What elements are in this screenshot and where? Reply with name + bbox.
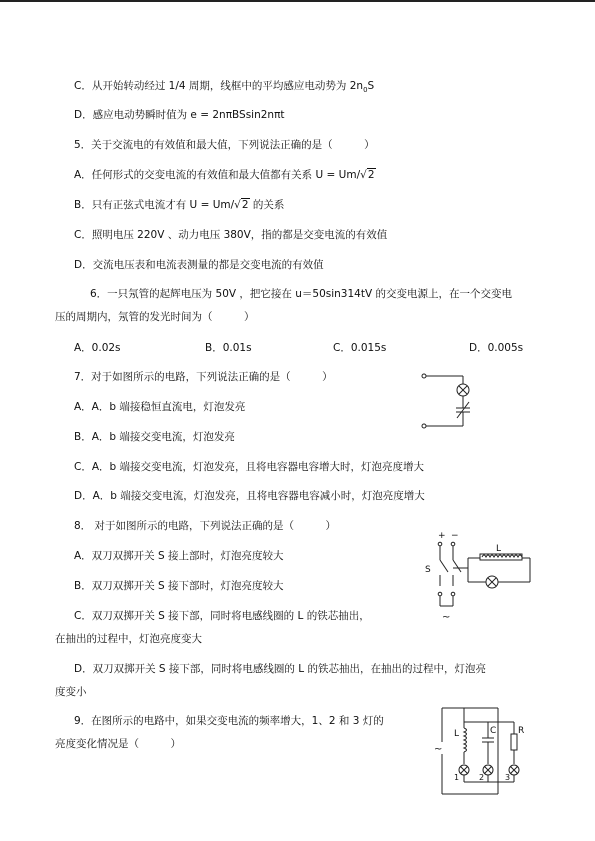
sqrt-symbol: √2	[360, 169, 375, 181]
q7-stem: 7．对于如图所示的电路，下列说法正确的是（ ）	[74, 371, 333, 383]
q8-ac-symbol: ~	[442, 612, 451, 623]
q6-option-b: B．0.01s	[205, 342, 252, 354]
q5-option-b: B．只有正弦式电流才有 U = Um/√2 的关系	[74, 199, 285, 211]
q9-capacitor-label: C	[490, 726, 497, 736]
q7-circuit-figure	[405, 366, 475, 436]
q9-lamp-1-label: 1	[454, 773, 460, 782]
q4-option-d: D．感应电动势瞬时值为 e = 2nπBSsin2nπt	[74, 109, 285, 121]
q7-option-d: D．A．b 端接交变电流，灯泡发亮，且将电容器电容减小时，灯泡亮度增大	[74, 490, 425, 502]
q6-option-a: A．0.02s	[74, 342, 121, 354]
q8-option-b: B．双刀双掷开关 S 接下部时，灯泡亮度较大	[74, 580, 284, 592]
q6-stem-1: 6．一只氖管的起辉电压为 50V ，把它接在 u＝50sin314tV 的交变电源上，在一个交变电	[90, 288, 512, 300]
q7-option-a: A．A．b 端接稳恒直流电，灯泡发亮	[74, 401, 246, 413]
q8-circuit-figure	[420, 530, 540, 625]
q6-stem-2: 压的周期内，氖管的发光时间为（ ）	[55, 311, 255, 323]
q5-stem: 5．关于交流电的有效值和最大值，下列说法正确的是（ ）	[74, 139, 375, 151]
q5-option-c: C．照明电压 220V 、动力电压 380V，指的都是交变电流的有效值	[74, 229, 388, 241]
q7-option-b: B．A．b 端接交变电流，灯泡发亮	[74, 431, 235, 443]
q7-option-c: C．A．b 端接交变电流，灯泡发亮，且将电容器电容增大时，灯泡亮度增大	[74, 461, 425, 473]
q8-option-d-2: 度变小	[55, 686, 87, 698]
q8-option-c-2: 在抽出的过程中，灯泡亮度变大	[55, 633, 202, 645]
q9-stem-2: 亮度变化情况是（ ）	[55, 738, 181, 750]
q8-option-a: A．双刀双掷开关 S 接上部时，灯泡亮度较大	[74, 550, 284, 562]
q9-stem-1: 9．在图所示的电路中，如果交变电流的频率增大，1、2 和 3 灯的	[74, 715, 384, 727]
top-rule	[0, 0, 595, 2]
q9-circuit-figure	[428, 702, 528, 802]
q4-option-c: C．从开始转动经过 1/4 周期，线框中的平均感应电动势为 $2n_0S$	[74, 80, 375, 95]
q6-option-c: C．0.015s	[333, 342, 387, 354]
q8-switch-label: S	[425, 565, 431, 575]
q9-ac-symbol: ~	[434, 744, 443, 755]
q6-option-d: D．0.005s	[469, 342, 524, 354]
q8-option-c-1: C．双刀双掷开关 S 接下部，同时将电感线圈的 L 的铁芯抽出，	[74, 610, 370, 622]
q9-lamp-3-label: 3	[505, 773, 511, 782]
q8-plus-label: +	[438, 531, 446, 541]
q9-lamp-2-label: 2	[479, 773, 485, 782]
q8-minus-label: −	[451, 531, 459, 541]
q8-coil-label: L	[496, 544, 502, 554]
q8-stem: 8． 对于如图所示的电路，下列说法正确的是（ ）	[74, 520, 337, 532]
q5-option-d: D．交流电压表和电流表测量的都是交变电流的有效值	[74, 259, 324, 271]
q5-option-a: A．任何形式的交变电流的有效值和最大值都有关系 U = Um/√2	[74, 169, 375, 181]
sqrt-symbol: √2	[234, 199, 249, 211]
q8-option-d-1: D．双刀双掷开关 S 接下部，同时将电感线圈的 L 的铁芯抽出，在抽出的过程中，灯泡亮	[74, 663, 486, 675]
q9-resistor-label: R	[518, 726, 525, 736]
q9-inductor-label: L	[454, 729, 460, 739]
